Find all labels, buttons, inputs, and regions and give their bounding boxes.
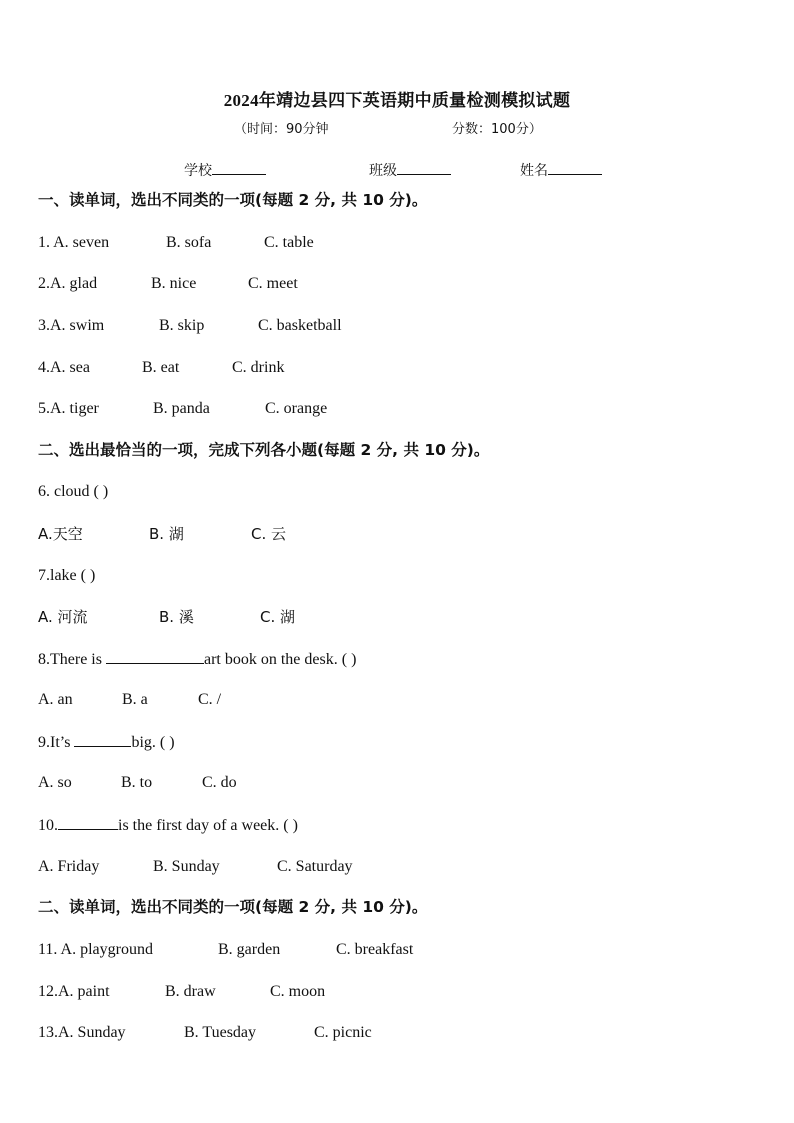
class-label: 班级 (369, 163, 397, 179)
q3-option-b: B. skip (159, 317, 205, 334)
school-field (184, 160, 266, 180)
q8-text-after: art book on the desk. ( ) (203, 651, 357, 668)
q12-option-a: 12.A. paint (38, 983, 110, 1000)
school-label: 学校 (184, 163, 212, 179)
q1-option-a: 1. A. seven (38, 234, 110, 251)
q10-answer-blank[interactable] (58, 813, 118, 830)
class-blank[interactable] (397, 160, 451, 175)
q7-option-c: C. 湖 (260, 608, 296, 626)
q7-option-b: B. 溪 (159, 608, 194, 626)
q10-option-a: A. Friday (38, 858, 100, 875)
q5-option-b: B. panda (153, 400, 210, 417)
q8-option-b: B. a (122, 691, 148, 708)
question-7-stem: 7.lake ( ) (38, 567, 96, 584)
q3-option-c: C. basketball (258, 317, 342, 334)
q11-option-c: C. breakfast (336, 941, 414, 958)
q7-option-a: A. 河流 (38, 608, 88, 626)
q11-option-a: 11. A. playground (38, 941, 153, 958)
q11-option-b: B. garden (218, 941, 281, 958)
exam-title: 2024年靖边县四下英语期中质量检测模拟试题 (223, 91, 571, 110)
name-label: 姓名 (520, 163, 548, 179)
q6-option-a: A.天空 (38, 525, 83, 543)
q8-text-before: 8.There is (38, 651, 106, 668)
q2-option-c: C. meet (248, 275, 298, 292)
student-info (0, 160, 794, 180)
exam-score: 分数：100分） (452, 122, 542, 137)
class-field (369, 160, 451, 180)
q9-option-b: B. to (121, 774, 153, 791)
q8-option-a: A. an (38, 691, 73, 708)
q12-option-b: B. draw (165, 983, 216, 1000)
section-3-heading: 二、读单词，选出不同类的一项(每题 2 分, 共 10 分)。 (38, 898, 428, 916)
q13-option-a: 13.A. Sunday (38, 1024, 126, 1041)
exam-meta (0, 118, 794, 138)
question-6-stem: 6. cloud ( ) (38, 483, 109, 500)
q12-option-c: C. moon (270, 983, 326, 1000)
section-2-heading: 二、选出最恰当的一项，完成下列各小题(每题 2 分, 共 10 分)。 (38, 441, 490, 459)
q4-option-b: B. eat (142, 359, 180, 376)
q13-option-c: C. picnic (314, 1024, 372, 1041)
section-1-heading: 一、读单词，选出不同类的一项(每题 2 分, 共 10 分)。 (38, 191, 428, 209)
exam-time: （时间：90分钟 (234, 122, 329, 137)
q9-option-a: A. so (38, 774, 72, 791)
question-8-stem (38, 647, 356, 671)
q3-option-a: 3.A. swim (38, 317, 105, 334)
q9-text-before: 9.It’s (38, 734, 75, 751)
question-9-stem (38, 730, 175, 754)
q6-option-c: C. 云 (251, 525, 287, 543)
q2-option-a: 2.A. glad (38, 275, 98, 292)
q10-option-b: B. Sunday (153, 858, 220, 875)
q4-option-c: C. drink (232, 359, 285, 376)
q9-answer-blank[interactable] (74, 730, 131, 747)
q5-option-c: C. orange (265, 400, 328, 417)
q4-option-a: 4.A. sea (38, 359, 90, 376)
q2-option-b: B. nice (151, 275, 197, 292)
q10-text-after: is the first day of a week. ( ) (118, 817, 298, 834)
q6-option-b: B. 湖 (149, 525, 184, 543)
q10-option-c: C. Saturday (277, 858, 353, 875)
name-field (520, 160, 602, 180)
q9-option-c: C. do (202, 774, 237, 791)
q8-answer-blank[interactable] (106, 647, 204, 664)
q1-option-c: C. table (264, 234, 314, 251)
q8-option-c: C. / (198, 691, 222, 708)
school-blank[interactable] (212, 160, 266, 175)
name-blank[interactable] (548, 160, 602, 175)
q10-text-before: 10. (38, 817, 58, 834)
q5-option-a: 5.A. tiger (38, 400, 99, 417)
q1-option-b: B. sofa (166, 234, 212, 251)
question-10-stem (38, 813, 298, 837)
q9-text-after: big. ( ) (131, 734, 175, 751)
q13-option-b: B. Tuesday (184, 1024, 257, 1041)
